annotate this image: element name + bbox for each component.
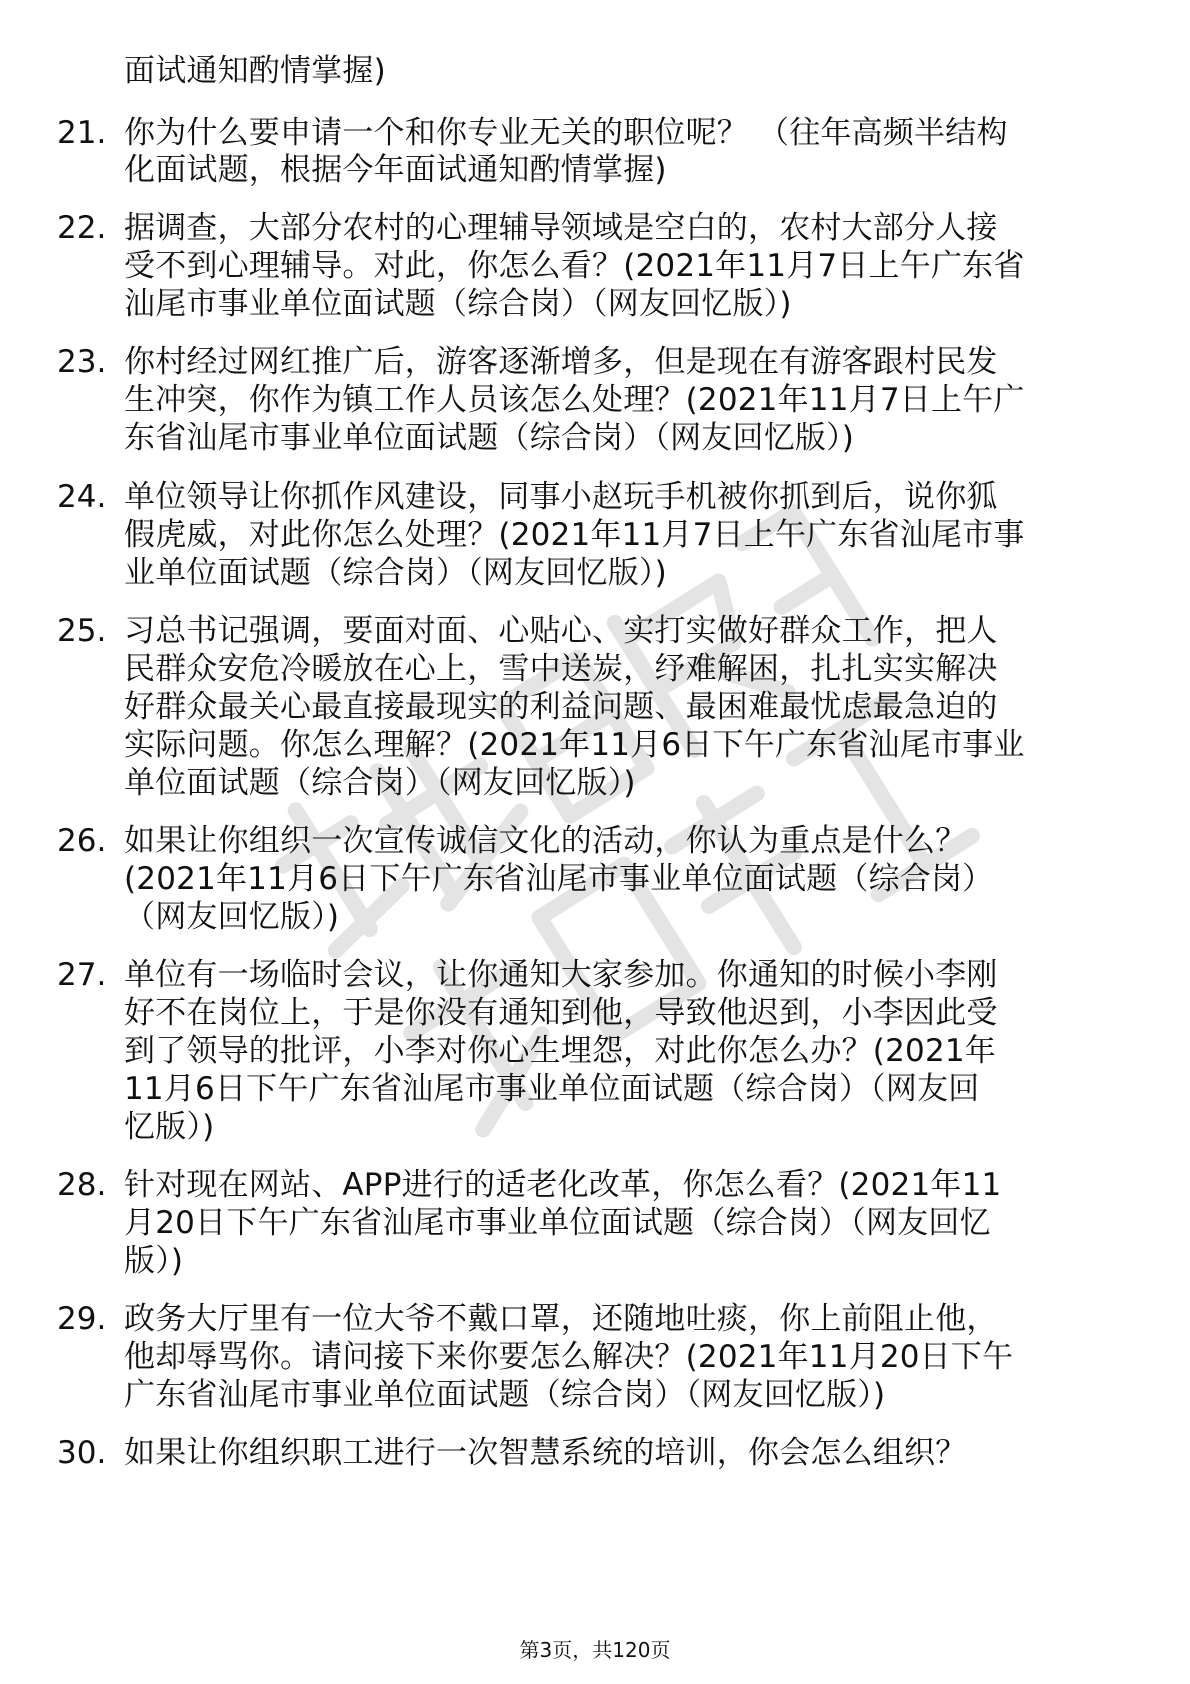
question-line: 针对现在网站、APP进行的适老化改革，你怎么看？(2021年11 [124, 1167, 1002, 1203]
question-line: 你为什么要申请一个和你专业无关的职位呢？ （往年高频半结构 [124, 115, 1008, 151]
question-line: 化面试题，根据今年面试通知酌情掌握) [124, 152, 667, 188]
question-line: 实际问题。你怎么理解？(2021年11月6日下午广东省汕尾市事业 [124, 727, 1025, 763]
question-line: 到了领导的批评，小李对你心生埋怨，对此你怎么办？(2021年 [124, 1033, 996, 1069]
question-number: 28. [57, 1167, 107, 1203]
page-footer: 第3页，共120页 [519, 1638, 671, 1662]
question-line: (2021年11月6日下午广东省汕尾市事业单位面试题（综合岗） [124, 861, 994, 897]
question-line: 你村经过网红推广后，游客逐渐增多，但是现在有游客跟村民发 [124, 344, 998, 380]
question-line: 单位领导让你抓作风建设，同事小赵玩手机被你抓到后，说你狐 [124, 479, 998, 515]
question-line: 如果让你组织一次宣传诚信文化的活动，你认为重点是什么？ [124, 823, 967, 859]
question-line: 东省汕尾市事业单位面试题（综合岗）（网友回忆版）) [124, 420, 855, 456]
question-line: 忆版）) [124, 1109, 215, 1145]
continuation-line: 面试通知酌情掌握) [124, 53, 386, 89]
question-line: 受不到心理辅导。对此，你怎么看？(2021年11月7日上午广东省 [124, 248, 1025, 284]
question-line: 业单位面试题（综合岗）（网友回忆版）) [124, 555, 667, 591]
question-line: 广东省汕尾市事业单位面试题（综合岗）（网友回忆版）) [124, 1377, 886, 1413]
question-line: 政务大厅里有一位大爷不戴口罩，还随地吐痰，你上前阻止他， [124, 1301, 998, 1337]
question-line: 假虎威，对此你怎么处理？(2021年11月7日上午广东省汕尾市事 [124, 517, 1025, 553]
question-line: 他却辱骂你。请问接下来你要怎么解决？(2021年11月20日下午 [124, 1339, 1014, 1375]
question-line: 好群众最关心最直接最现实的利益问题、最困难最忧虑最急迫的 [124, 689, 998, 725]
question-number: 26. [57, 823, 107, 859]
question-line: 汕尾市事业单位面试题（综合岗）（网友回忆版）) [124, 286, 792, 322]
question-number: 30. [57, 1435, 107, 1471]
question-number: 24. [57, 479, 107, 515]
question-line: 版）) [124, 1243, 184, 1279]
question-line: 单位面试题（综合岗）（网友回忆版）) [124, 765, 636, 801]
question-line: 生冲突，你作为镇工作人员该怎么处理？(2021年11月7日上午广 [124, 382, 1025, 418]
question-line: 民群众安危冷暖放在心上，雪中送炭，纾难解困，扎扎实实解决 [124, 651, 998, 687]
question-line: 11月6日下午广东省汕尾市事业单位面试题（综合岗）（网友回 [124, 1071, 980, 1107]
question-line: 好不在岗位上，于是你没有通知到他，导致他迟到，小李因此受 [124, 995, 998, 1031]
question-line: 单位有一场临时会议，让你通知大家参加。你通知的时候小李刚 [124, 957, 998, 993]
question-number: 22. [57, 210, 107, 246]
question-line: 如果让你组织职工进行一次智慧系统的培训，你会怎么组织？ [124, 1435, 967, 1471]
question-number: 29. [57, 1301, 107, 1337]
question-line: 习总书记强调，要面对面、心贴心、实打实做好群众工作，把人 [124, 613, 998, 649]
question-number: 27. [57, 957, 107, 993]
question-line: （网友回忆版）) [124, 899, 340, 935]
question-number: 25. [57, 613, 107, 649]
question-line: 月20日下午广东省汕尾市事业单位面试题（综合岗）（网友回忆 [124, 1205, 991, 1241]
question-line: 据调查，大部分农村的心理辅导领域是空白的，农村大部分人接 [124, 210, 998, 246]
question-number: 23. [57, 344, 107, 380]
question-number: 21. [57, 115, 107, 151]
